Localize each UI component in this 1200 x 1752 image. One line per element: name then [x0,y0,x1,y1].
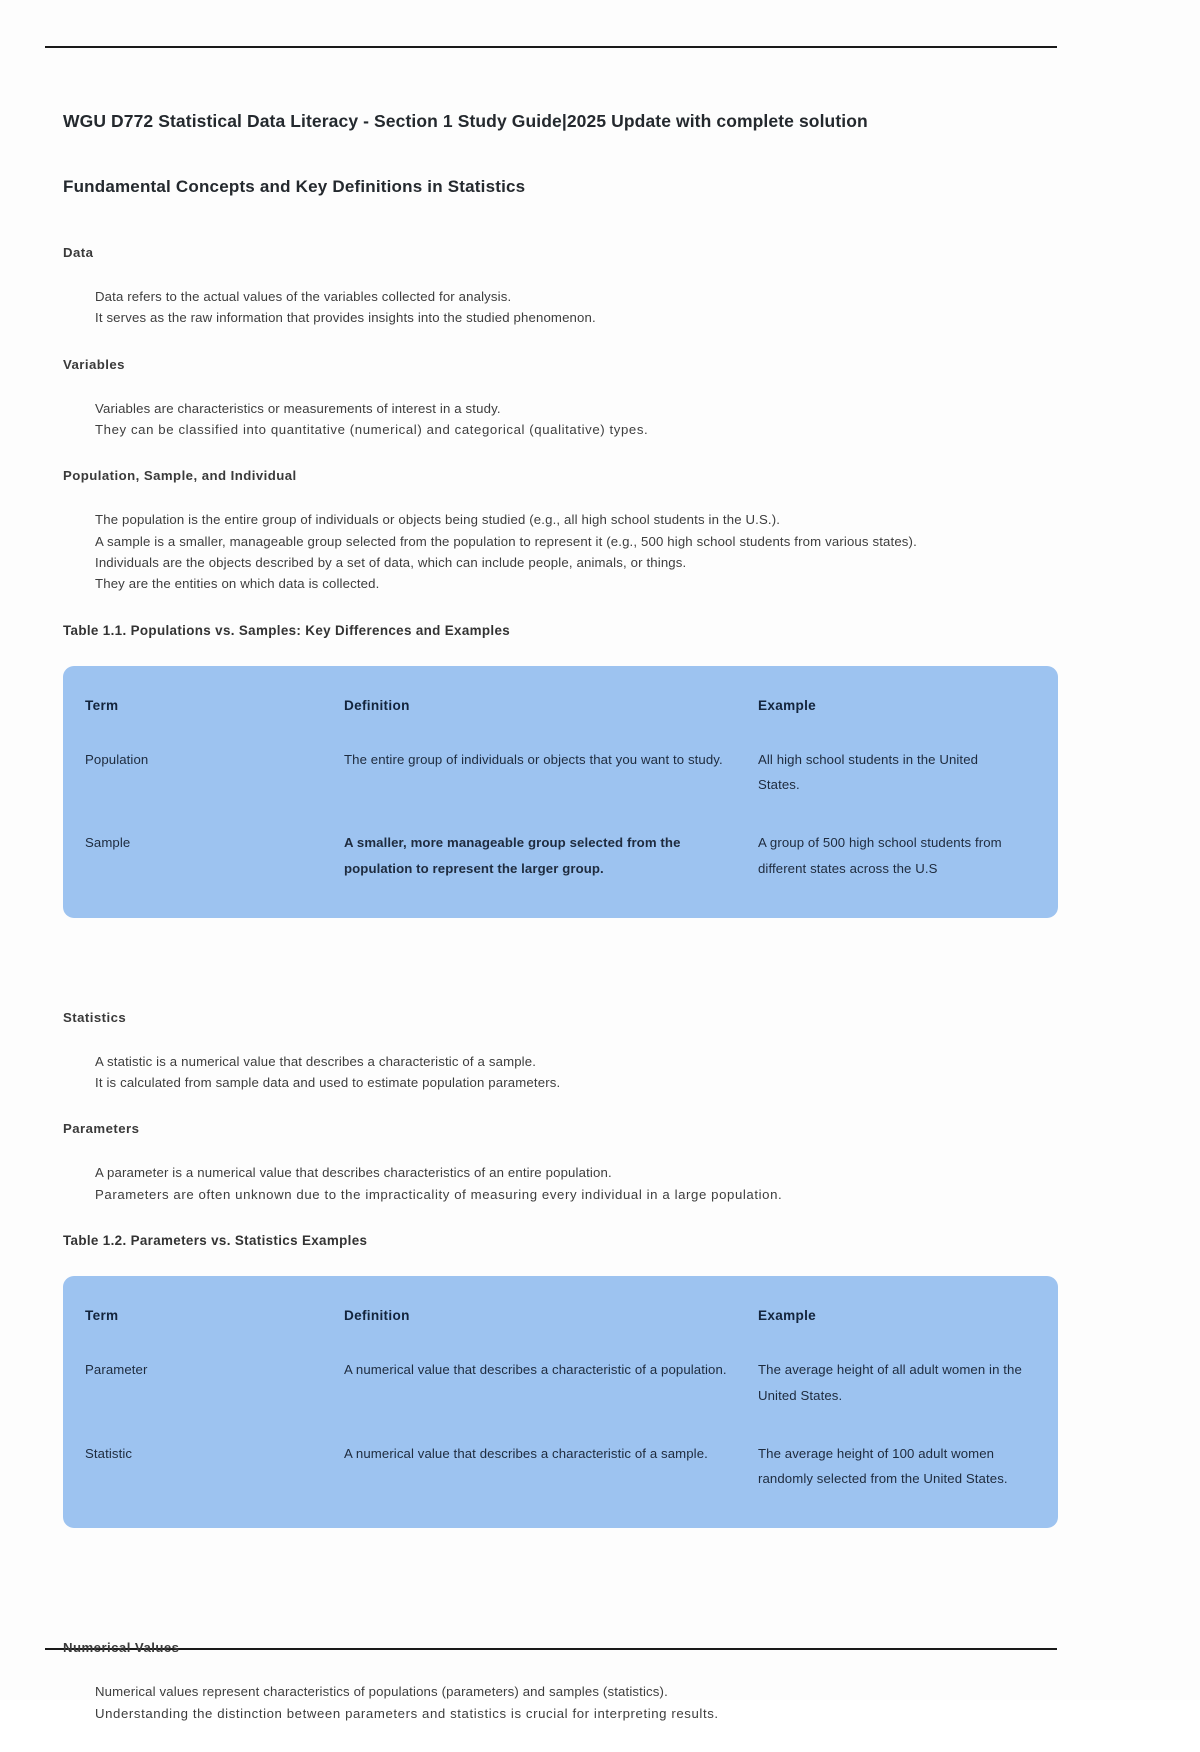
cell-definition: A numerical value that describes a characteristic of a population. [344,1362,727,1378]
subsection-body-population-sample-individual [95,509,1063,595]
cell-example: All high school students in the United States. [758,751,979,793]
table-row [63,735,1058,810]
table-populations-vs-samples [63,666,1058,918]
body-line: A statistic is a numerical value that describes a characteristic of a sample. [95,1053,537,1069]
body-line: Understanding the distinction between parameters and statistics is crucial for interpreting results. [95,1705,719,1721]
body-line: Numerical values represent characteristics of populations (parameters) and samples (statistics). [95,1684,668,1700]
column-header-definition: Definition [344,1308,410,1324]
subsection-body-numerical-values [95,1681,1063,1724]
subsection-heading-numerical-values: Numerical Values [63,1640,180,1656]
cell-example: The average height of 100 adult women randomly selected from the United States. [758,1445,1008,1487]
table-row [63,1429,1058,1504]
spacer [63,952,1063,1010]
column-header-definition: Definition [344,697,410,713]
body-line: They are the entities on which data is collected. [95,576,380,592]
subsection-body-parameters [95,1162,1063,1205]
cell-definition: A smaller, more manageable group selected from the population to represent the larger group. [344,835,681,876]
subsection-body-data [95,286,1063,329]
body-line: A sample is a smaller, manageable group selected from the population to represent it (e.g., 500 high school students from various states). [95,533,917,549]
body-line: A parameter is a numerical value that describes characteristics of an entire population. [95,1165,612,1181]
subsection-heading-population-sample-individual: Population, Sample, and Individual [63,468,297,484]
column-header-term: Term [85,697,119,713]
cell-term: Parameter [85,1362,148,1378]
cell-term: Statistic [85,1445,133,1461]
cell-example: The average height of all adult women in the United States. [758,1362,1022,1403]
body-line: Individuals are the objects described by a set of data, which can include people, animals, or things. [95,555,687,570]
body-line: They can be classified into quantitative (numerical) and categorical (qualitative) types. [95,421,649,437]
cell-term: Sample [85,835,131,851]
body-line: Parameters are often unknown due to the impracticality of measuring every individual in a large population. [95,1186,783,1202]
subsection-heading-data: Data [63,244,94,260]
page-title: WGU D772 Statistical Data Literacy - Section 1 Study Guide|2025 Update with complete solution [63,111,868,131]
body-line: Variables are characteristics or measurements of interest in a study. [95,400,501,416]
section-heading: Fundamental Concepts and Key Definitions in Statistics [63,176,526,196]
body-line: It is calculated from sample data and used to estimate population parameters. [95,1075,561,1091]
column-header-example: Example [758,1308,817,1324]
table-caption-1-1: Table 1.1. Populations vs. Samples: Key Differences and Examples [63,622,511,638]
body-line: The population is the entire group of individuals or objects being studied (e.g., all high school students in the U.S.). [95,512,781,528]
document-content [63,110,1063,1752]
subsection-body-statistics [95,1051,1063,1094]
cell-term: Population [85,751,149,767]
table-row [63,1345,1058,1420]
column-header-term: Term [85,1308,119,1324]
subsection-heading-variables: Variables [63,356,125,372]
page-top-rule [45,46,1057,48]
subsection-body-variables [95,398,1063,441]
subsection-heading-parameters: Parameters [63,1121,140,1137]
body-line: It serves as the raw information that provides insights into the studied phenomenon. [95,310,596,326]
cell-definition: The entire group of individuals or objects that you want to study. [344,751,723,767]
body-line: Data refers to the actual values of the variables collected for analysis. [95,288,512,304]
table-header-row [63,688,1058,723]
table-row [63,818,1058,893]
spacer [63,1562,1063,1640]
table-caption-1-2: Table 1.2. Parameters vs. Statistics Examples [63,1233,368,1249]
table-header-row [63,1298,1058,1333]
cell-definition: A numerical value that describes a characteristic of a sample. [344,1445,708,1461]
cell-example: A group of 500 high school students from different states across the U.S [758,835,1002,876]
subsection-heading-statistics: Statistics [63,1009,127,1025]
column-header-example: Example [758,697,817,713]
table-parameters-vs-statistics [63,1276,1058,1528]
